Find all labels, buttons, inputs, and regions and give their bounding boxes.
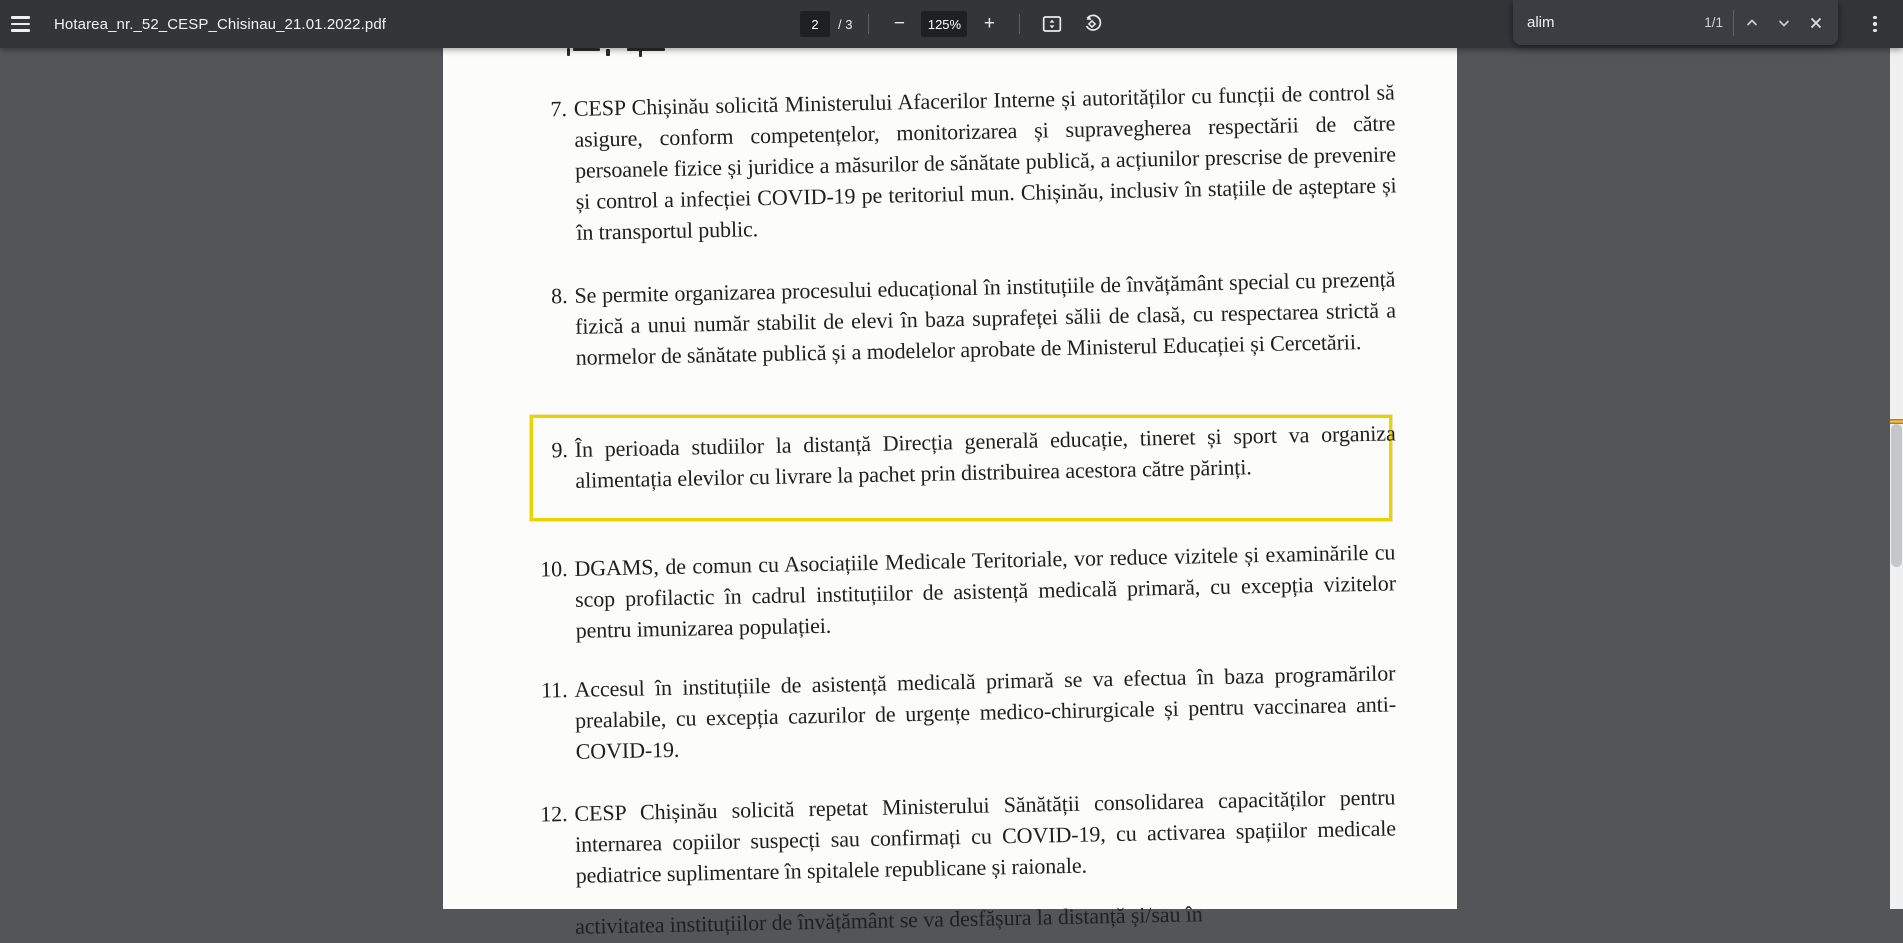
more-options-button[interactable] xyxy=(1855,4,1895,44)
paragraph-10 xyxy=(537,536,1397,646)
paragraph-number: 11. xyxy=(540,677,568,703)
paragraph-12 xyxy=(537,781,1397,891)
chevron-up-icon xyxy=(1745,16,1759,30)
paragraph-text: CESP Chișinău solicită Ministerului Afacerilor Interne și autorităților cu funcții de control să asigure, conform competențelor, monitorizarea și supravegherea respectării de către persoanele fizice și juridice a măsurilor de sănătate publică, a acțiunilor prescrise de prevenire și control a infecției COVID-19 pe teritoriul mun. Chișinău, inclusiv în stațiile de așteptare și în transportul public. xyxy=(573,79,1397,245)
paragraph-text: CESP Chișinău solicită repetat Ministerului Sănătății consolidarea capacităților pentru internarea copiilor suspecți sau confirmați cu COVID-19, cu activarea spațiilor medicale pediatrice suplimentare în spitalele republicane și raionale. xyxy=(574,784,1397,888)
pdf-page xyxy=(443,48,1457,939)
clipped-line-top-fragment xyxy=(567,48,570,56)
page-number-input[interactable] xyxy=(800,11,830,37)
more-vertical-icon xyxy=(1873,16,1877,33)
toolbar-divider xyxy=(1019,14,1020,34)
findbar-divider xyxy=(1733,10,1734,36)
clipped-line-bottom xyxy=(538,894,1396,942)
find-close-button[interactable] xyxy=(1800,7,1832,39)
paragraph-text: În perioada studiilor la distanță Direcția generală educație, tineret și sport va organiza alimentația elevilor cu livrare la pachet prin distribuirea acestora către părinți. xyxy=(574,420,1396,493)
paragraph-number: 7. xyxy=(550,96,568,122)
paragraph-7 xyxy=(537,76,1398,248)
menu-button[interactable] xyxy=(0,4,40,44)
paragraph-text: DGAMS, de comun cu Asociațiile Medicale Teritoriale, vor reduce vizitele și examinările cu scop profilactic în cadrul instituțiilor de asistență medicală primară, cu excepția vizitelor pentru imunizarea populației. xyxy=(574,539,1397,643)
toolbar-divider xyxy=(868,14,869,34)
paragraph-number xyxy=(538,934,568,935)
find-next-button[interactable] xyxy=(1768,7,1800,39)
chevron-down-icon xyxy=(1777,16,1791,30)
find-bar xyxy=(1513,0,1838,45)
scrollbar-thumb[interactable] xyxy=(1891,424,1902,567)
hamburger-icon xyxy=(11,16,30,31)
clipped-line-top-fragment xyxy=(573,48,600,51)
scrollbar-track[interactable] xyxy=(1890,48,1903,909)
find-input[interactable] xyxy=(1527,14,1700,31)
paragraph-11 xyxy=(537,657,1397,767)
fit-to-page-icon xyxy=(1042,14,1062,34)
fit-to-page-button[interactable] xyxy=(1036,8,1068,40)
clipped-line-top-fragment xyxy=(639,48,642,57)
paragraph-number: 8. xyxy=(550,283,568,309)
paragraph-number: 10. xyxy=(540,556,568,582)
paragraph-8 xyxy=(537,263,1397,373)
paragraph-text: Accesul în instituțiile de asistență medicală primară se va efectua în baza programărilor prealabile, cu excepția cazurilor de urgențe medico-chirurgicale și pentru vaccinarea anti-COVID-19. xyxy=(574,660,1397,764)
clipped-line-top-fragment xyxy=(627,48,665,51)
zoom-in-button[interactable]: + xyxy=(975,10,1003,38)
find-match-count: 1/1 xyxy=(1704,15,1723,30)
page-count-label: / 3 xyxy=(838,16,853,32)
rotate-counterclockwise-button[interactable] xyxy=(1076,8,1108,40)
find-previous-button[interactable] xyxy=(1736,7,1768,39)
paragraph-number: 12. xyxy=(540,801,568,827)
document-title: Hotarea_nr._52_CESP_Chisinau_21.01.2022.pdf xyxy=(54,15,387,33)
rotate-counterclockwise-icon xyxy=(1082,14,1102,34)
close-icon xyxy=(1809,16,1823,30)
paragraph-text: activitatea instituțiilor de învățământ se va desfășura la distanță și/sau în xyxy=(574,901,1203,939)
paragraph-number: 9. xyxy=(551,437,569,463)
paragraph-text: Se permite organizarea procesului educațional în instituțiile de învățământ special cu prezență fizică a unui număr stabilit de elevi în baza suprafeței sălii de clasă, cu respectarea strictă a normelor de sănătate publică și a modelelor aprobate de Ministerul Educației și Cercetării. xyxy=(574,266,1397,370)
zoom-level-display: 125% xyxy=(921,11,967,37)
zoom-out-button[interactable]: − xyxy=(885,10,913,38)
clipped-line-top-fragment xyxy=(606,49,610,56)
